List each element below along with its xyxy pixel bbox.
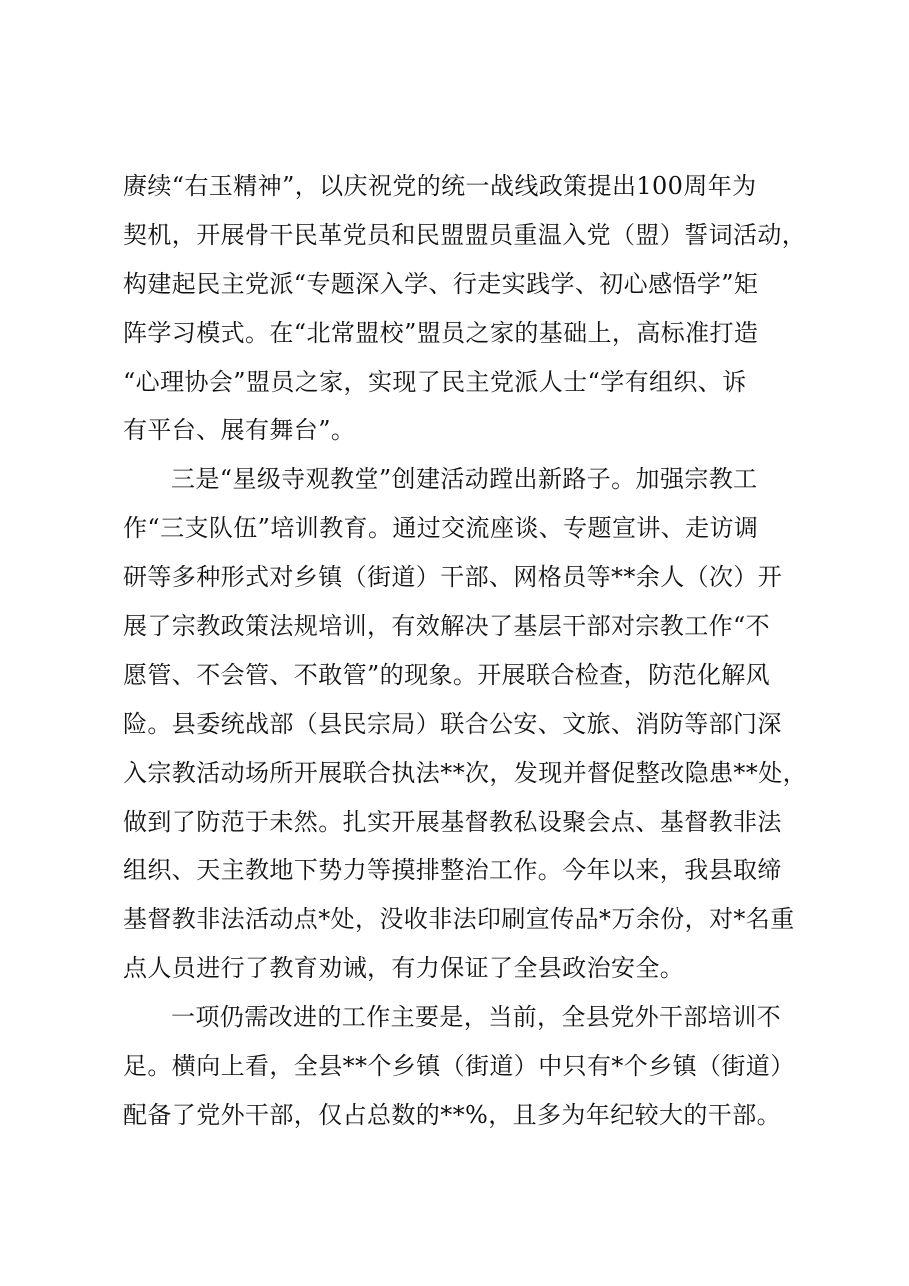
body-text bbox=[123, 162, 813, 1140]
text-line: 足。横向上看，全县**个乡镇（街道）中只有*个乡镇（街道） bbox=[123, 1052, 795, 1081]
text-line: 展了宗教政策法规培训，有效解决了基层干部对宗教工作“不 bbox=[123, 612, 771, 641]
text-line: 构建起民主党派“专题深入学、行走实践学、初心感悟学”矩 bbox=[123, 269, 759, 298]
paragraph-start-line: 三是“星级寺观教堂”创建活动蹚出新路子。加强宗教工 bbox=[171, 465, 758, 494]
text-line: 配备了党外干部，仅占总数的**%，且多为年纪较大的干部。 bbox=[123, 1100, 782, 1129]
text-line: 阵学习模式。在“北常盟校”盟员之家的基础上，高标准打造 bbox=[123, 318, 759, 347]
text-line: “心理协会”盟员之家，实现了民主党派人士“学有组织、诉 bbox=[123, 367, 747, 396]
text-line: 做到了防范于未然。扎实开展基督教私设聚会点、基督教非法 bbox=[123, 807, 782, 836]
text-line: 点人员进行了教育劝诫，有力保证了全县政治安全。 bbox=[123, 954, 685, 983]
text-line: 愿管、不会管、不敢管”的现象。开展联合检查，防范化解风 bbox=[123, 660, 771, 689]
text-line: 研等多种形式对乡镇（街道）干部、网格员等**余人（次）开 bbox=[123, 563, 783, 592]
text-line: 赓续“右玉精神”，以庆祝党的统一战线政策提出100周年为 bbox=[123, 172, 757, 200]
text-line: 作“三支队伍”培训教育。通过交流座谈、专题宣讲、走访调 bbox=[123, 514, 759, 543]
text-line: 有平台、展有舞台”。 bbox=[123, 416, 356, 445]
text-line: 基督教非法活动点*处，没收非法印刷宣传品*万余份，对*名重 bbox=[123, 905, 795, 934]
text-line: 契机，开展骨干民革党员和民盟盟员重温入党（盟）誓词活动， bbox=[123, 220, 807, 249]
paragraph-start-line: 一项仍需改进的工作主要是，当前，全县党外干部培训不 bbox=[171, 1003, 781, 1032]
text-line: 入宗教活动场所开展联合执法**次，发现并督促整改隐患**处， bbox=[123, 758, 807, 787]
text-line: 险。县委统战部（县民宗局）联合公安、文旅、消防等部门深 bbox=[123, 709, 782, 738]
text-line: 组织、天主教地下势力等摸排整治工作。今年以来，我县取缔 bbox=[123, 856, 782, 885]
